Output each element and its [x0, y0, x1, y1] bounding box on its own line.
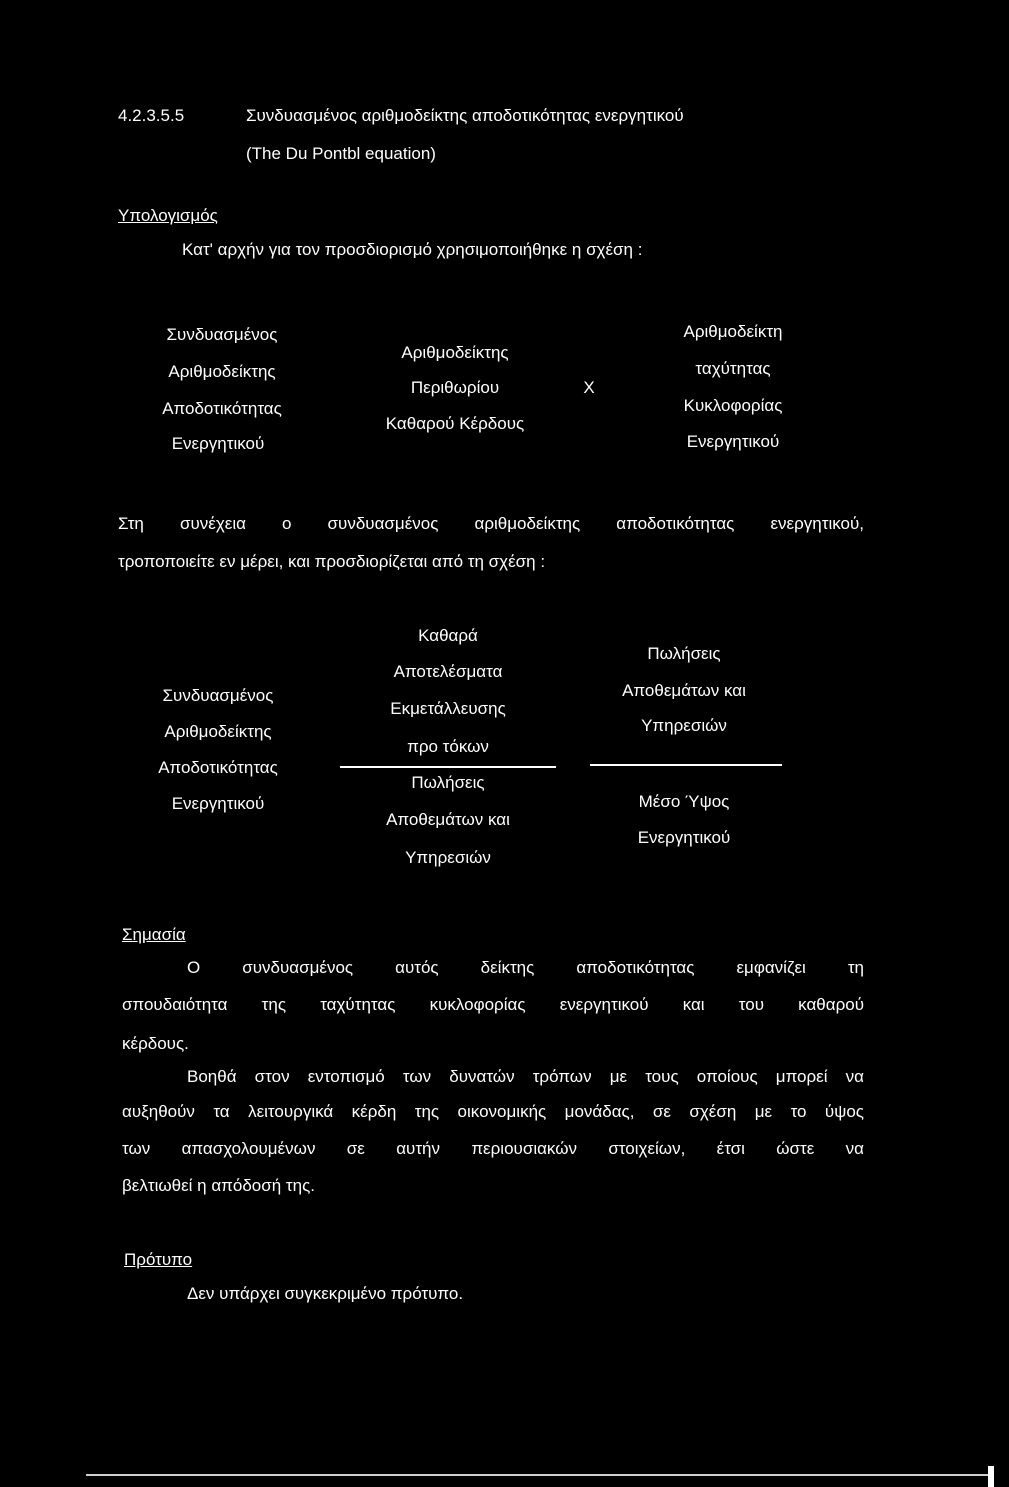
page-bottom-edge: [86, 1474, 990, 1476]
fraction1-numerator-line: Εκμετάλλευσης: [390, 699, 506, 718]
formula1-factor2-line: Κυκλοφορίας: [683, 396, 783, 415]
continuation-line: τροποποιείτε εν μέρει, και προσδιορίζεται από τη σχέση :: [118, 552, 546, 571]
fraction1-denominator-line: Πωλήσεις: [411, 773, 485, 792]
section-subtitle: (The Du Pontbl equation): [246, 144, 436, 163]
fraction2-numerator-line: Πωλήσεις: [647, 644, 721, 663]
formula1-factor2-line: Ενεργητικού: [686, 432, 780, 451]
fraction1-numerator-line: Καθαρά: [418, 626, 478, 645]
formula1-operator: X: [583, 378, 595, 397]
significance-line: κέρδους.: [122, 1034, 189, 1053]
fraction1-denominator-line: Αποθεμάτων και: [386, 810, 510, 829]
formula2-lhs-line: Αριθμοδείκτης: [164, 722, 272, 741]
section-title: Συνδυασμένος αριθμοδείκτης αποδοτικότητας ενεργητικού: [246, 106, 684, 125]
formula2-lhs-line: Συνδυασμένος: [162, 686, 274, 705]
formula1-lhs-line: Αριθμοδείκτης: [168, 362, 276, 381]
formula2-lhs-line: Ενεργητικού: [171, 794, 265, 813]
formula2-lhs-line: Αποδοτικότητας: [158, 758, 278, 777]
significance-line: σπουδαιότητα της ταχύτητας κυκλοφορίας ενεργητικού και του καθαρού: [122, 995, 864, 1014]
formula1-factor1-line: Καθαρού Κέρδους: [385, 414, 525, 433]
standard-text: Δεν υπάρχει συγκεκριμένο πρότυπο.: [187, 1284, 464, 1303]
fraction2-numerator-line: Υπηρεσιών: [641, 716, 727, 735]
formula1-factor1-line: Περιθωρίου: [410, 378, 500, 397]
formula1-factor2-line: ταχύτητας: [695, 359, 771, 378]
fraction1-numerator-line: προ τόκων: [407, 737, 489, 756]
formula1-factor2-line: Αριθμοδείκτη: [683, 322, 783, 341]
calculation-intro: Κατ' αρχήν για τον προσδιορισμό χρησιμοποιήθηκε η σχέση :: [182, 240, 643, 259]
significance-line: αυξηθούν τα λειτουργικά κέρδη της οικονομικής μονάδας, σε σχέση με το ύψος: [122, 1102, 864, 1121]
fraction2-numerator-line: Αποθεμάτων και: [622, 681, 746, 700]
significance-line: βελτιωθεί η απόδοσή της.: [122, 1176, 316, 1195]
significance-line: των απασχολουμένων σε αυτήν περιουσιακών στοιχείων, έτσι ώστε να: [122, 1139, 864, 1158]
section-number: 4.2.3.5.5: [118, 106, 185, 125]
formula1-lhs-line: Συνδυασμένος: [166, 325, 278, 344]
fraction1-bar: [340, 766, 556, 768]
calculation-heading: Υπολογισμός: [118, 206, 218, 225]
significance-line: Ο συνδυασμένος αυτός δείκτης αποδοτικότητας εμφανίζει τη: [187, 958, 864, 977]
significance-line: Βοηθά στον εντοπισμό των δυνατών τρόπων με τους οποίους μπορεί να: [187, 1067, 864, 1086]
fraction2-bar: [590, 764, 782, 766]
formula1-lhs-line: Ενεργητικού: [171, 434, 265, 453]
significance-heading: Σημασία: [122, 925, 186, 944]
formula1-factor1-line: Αριθμοδείκτης: [401, 343, 509, 362]
fraction1-numerator-line: Αποτελέσματα: [393, 662, 503, 681]
continuation-line: Στη συνέχεια ο συνδυασμένος αριθμοδείκτης αποδοτικότητας ενεργητικού,: [118, 514, 864, 533]
formula1-lhs-line: Αποδοτικότητας: [162, 399, 282, 418]
fraction2-denominator-line: Ενεργητικού: [637, 828, 731, 847]
fraction1-denominator-line: Υπηρεσιών: [405, 848, 491, 867]
page-corner-mark: [988, 1466, 994, 1487]
fraction2-denominator-line: Μέσο Ύψος: [638, 792, 730, 811]
standard-heading: Πρότυπο: [124, 1250, 193, 1269]
